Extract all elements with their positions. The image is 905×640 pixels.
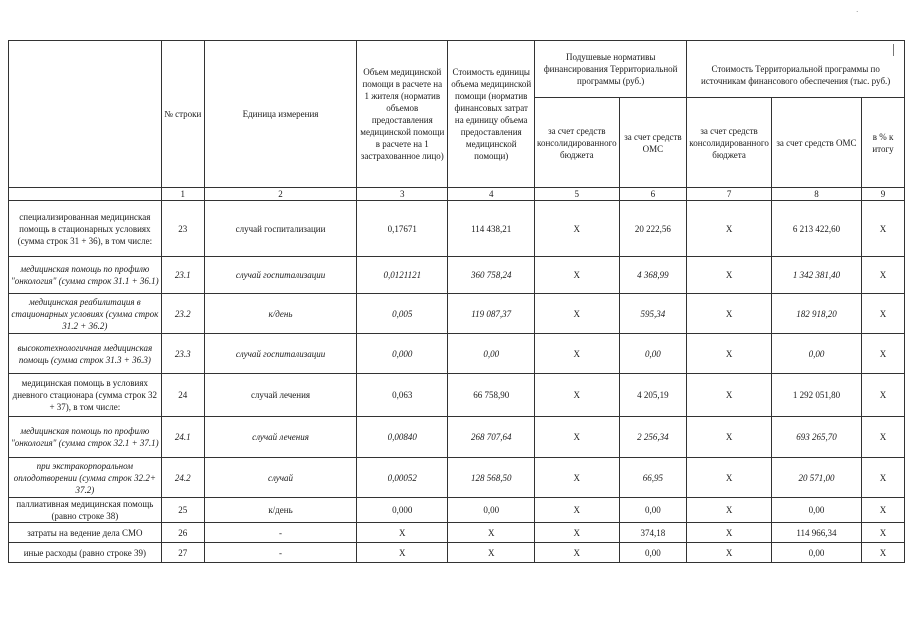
header-name-cell — [9, 41, 162, 188]
row-per-capita-budget: Х — [535, 294, 620, 334]
table-row — [9, 417, 905, 458]
column-number: 7 — [687, 188, 772, 201]
row-cost-oms: 182 918,20 — [771, 294, 861, 334]
row-per-capita-budget: Х — [535, 417, 620, 458]
table-row — [9, 523, 905, 543]
row-name: при экстракорпоральном оплодотворении (сумма строк 32.2+ 37.2) — [9, 458, 162, 498]
row-cost-oms: 1 292 051,80 — [771, 374, 861, 417]
row-unit: случай госпитализации — [204, 201, 356, 257]
row-name: специализированная медицинская помощь в стационарных условиях (сумма строк 31 + 36), в том числе: — [9, 201, 162, 257]
row-cost-pct: Х — [862, 294, 905, 334]
column-number — [9, 188, 162, 201]
row-number: 23.1 — [161, 257, 204, 294]
row-cost-oms: 693 265,70 — [771, 417, 861, 458]
row-cost-budget: Х — [687, 201, 772, 257]
row-per-capita-budget: Х — [535, 334, 620, 374]
row-unit: случай госпитализации — [204, 334, 356, 374]
row-volume: 0,005 — [357, 294, 448, 334]
row-per-capita-oms: 4 368,99 — [619, 257, 687, 294]
row-per-capita-oms: 595,34 — [619, 294, 687, 334]
header-unit: Единица измерения — [204, 41, 356, 188]
row-per-capita-budget: Х — [535, 543, 620, 563]
row-per-capita-oms: 2 256,34 — [619, 417, 687, 458]
header-per-capita-budget: за счет средств консолидированного бюджета — [535, 98, 620, 188]
row-name: медицинская реабилитация в стационарных условиях (сумма строк 31.2 + 36.2) — [9, 294, 162, 334]
row-cost-oms: 114 966,34 — [771, 523, 861, 543]
row-unit-cost: 114 438,21 — [448, 201, 535, 257]
row-name: иные расходы (равно строке 39) — [9, 543, 162, 563]
row-cost-pct: Х — [862, 201, 905, 257]
row-cost-pct: Х — [862, 523, 905, 543]
row-per-capita-oms: 374,18 — [619, 523, 687, 543]
row-per-capita-oms: 20 222,56 — [619, 201, 687, 257]
row-name: паллиативная медицинская помощь (равно строке 38) — [9, 498, 162, 523]
row-number: 23.2 — [161, 294, 204, 334]
row-unit: случай лечения — [204, 374, 356, 417]
financing-table — [8, 40, 905, 563]
column-number: 4 — [448, 188, 535, 201]
row-per-capita-budget: Х — [535, 374, 620, 417]
row-volume: 0,17671 — [357, 201, 448, 257]
table-row — [9, 543, 905, 563]
row-volume: Х — [357, 543, 448, 563]
row-volume: Х — [357, 523, 448, 543]
row-cost-budget: Х — [687, 417, 772, 458]
row-unit-cost: 360 758,24 — [448, 257, 535, 294]
header-per-capita-group: Подушевые нормативы финансирования Территориальной программы (руб.) — [535, 41, 687, 98]
row-unit: - — [204, 523, 356, 543]
row-number: 24 — [161, 374, 204, 417]
row-cost-pct: Х — [862, 334, 905, 374]
table-row — [9, 294, 905, 334]
row-per-capita-budget: Х — [535, 523, 620, 543]
row-unit-cost: 0,00 — [448, 498, 535, 523]
row-unit: случай лечения — [204, 417, 356, 458]
row-unit: к/день — [204, 294, 356, 334]
row-unit-cost: 128 568,50 — [448, 458, 535, 498]
header-volume: Объем медицинской помощи в расчете на 1 жителя (норматив объемов предоставления медицинской помощи в расчете на 1 застрахованное лицо) — [357, 41, 448, 188]
row-number: 24.1 — [161, 417, 204, 458]
row-cost-budget: Х — [687, 543, 772, 563]
table-row — [9, 334, 905, 374]
table-row — [9, 498, 905, 523]
row-per-capita-oms: 66,95 — [619, 458, 687, 498]
row-unit-cost: Х — [448, 523, 535, 543]
row-per-capita-budget: Х — [535, 257, 620, 294]
header-cost-group: Стоимость Территориальной программы по источникам финансового обеспечения (тыс. руб.) — [687, 41, 905, 98]
row-cost-pct: Х — [862, 417, 905, 458]
column-number: 9 — [862, 188, 905, 201]
header-per-capita-oms: за счет средств ОМС — [619, 98, 687, 188]
row-number: 27 — [161, 543, 204, 563]
row-unit-cost: 66 758,90 — [448, 374, 535, 417]
column-number: 8 — [771, 188, 861, 201]
row-number: 24.2 — [161, 458, 204, 498]
row-volume: 0,00840 — [357, 417, 448, 458]
header-cost-budget: за счет средств консолидированного бюджета — [687, 98, 772, 188]
row-unit-cost: 119 087,37 — [448, 294, 535, 334]
row-cost-budget: Х — [687, 523, 772, 543]
row-cost-oms: 6 213 422,60 — [771, 201, 861, 257]
row-unit: - — [204, 543, 356, 563]
header-row-number: № строки — [161, 41, 204, 188]
row-unit-cost: 268 707,64 — [448, 417, 535, 458]
row-unit: к/день — [204, 498, 356, 523]
header-unit-cost: Стоимость единицы объема медицинской помощи (норматив финансовых затрат на единицу объема предоставления медицинской помощи) — [448, 41, 535, 188]
table-body — [9, 201, 905, 563]
header-cost-pct: в % к итогу — [862, 98, 905, 188]
row-cost-pct: Х — [862, 374, 905, 417]
row-cost-budget: Х — [687, 334, 772, 374]
row-cost-pct: Х — [862, 498, 905, 523]
row-volume: 0,000 — [357, 498, 448, 523]
row-number: 26 — [161, 523, 204, 543]
row-cost-budget: Х — [687, 498, 772, 523]
row-number: 25 — [161, 498, 204, 523]
row-volume: 0,0121121 — [357, 257, 448, 294]
row-per-capita-oms: 0,00 — [619, 334, 687, 374]
row-unit: случай госпитализации — [204, 257, 356, 294]
row-cost-pct: Х — [862, 257, 905, 294]
column-number: 3 — [357, 188, 448, 201]
column-number: 6 — [619, 188, 687, 201]
row-name: медицинская помощь по профилю "онкология" (сумма строк 31.1 + 36.1) — [9, 257, 162, 294]
header-cost-oms: за счет средств ОМС — [771, 98, 861, 188]
row-number: 23.3 — [161, 334, 204, 374]
row-cost-budget: Х — [687, 374, 772, 417]
table-row — [9, 257, 905, 294]
row-cost-pct: Х — [862, 543, 905, 563]
table-row — [9, 374, 905, 417]
row-volume: 0,063 — [357, 374, 448, 417]
row-cost-budget: Х — [687, 257, 772, 294]
row-cost-oms: 0,00 — [771, 543, 861, 563]
column-number-row — [9, 188, 905, 201]
row-cost-oms: 0,00 — [771, 334, 861, 374]
row-cost-oms: 1 342 381,40 — [771, 257, 861, 294]
column-number: 5 — [535, 188, 620, 201]
row-per-capita-oms: 4 205,19 — [619, 374, 687, 417]
row-cost-oms: 20 571,00 — [771, 458, 861, 498]
scan-mark: · — [856, 8, 859, 16]
row-per-capita-budget: Х — [535, 498, 620, 523]
row-cost-oms: 0,00 — [771, 498, 861, 523]
row-unit-cost: 0,00 — [448, 334, 535, 374]
row-volume: 0,00052 — [357, 458, 448, 498]
column-number: 1 — [161, 188, 204, 201]
row-name: медицинская помощь по профилю "онкология" (сумма строк 32.1 + 37.1) — [9, 417, 162, 458]
column-number: 2 — [204, 188, 356, 201]
row-unit-cost: Х — [448, 543, 535, 563]
row-per-capita-budget: Х — [535, 201, 620, 257]
header-row-1 — [9, 41, 905, 98]
row-per-capita-budget: Х — [535, 458, 620, 498]
row-volume: 0,000 — [357, 334, 448, 374]
row-unit: случай — [204, 458, 356, 498]
row-name: затраты на ведение дела СМО — [9, 523, 162, 543]
row-cost-budget: Х — [687, 294, 772, 334]
row-cost-pct: Х — [862, 458, 905, 498]
table-row — [9, 458, 905, 498]
row-per-capita-oms: 0,00 — [619, 498, 687, 523]
row-cost-budget: Х — [687, 458, 772, 498]
table-row — [9, 201, 905, 257]
row-per-capita-oms: 0,00 — [619, 543, 687, 563]
row-name: медицинская помощь в условиях дневного стационара (сумма строк 32 + 37), в том числе: — [9, 374, 162, 417]
row-name: высокотехнологичная медицинская помощь (сумма строк 31.3 + 36.3) — [9, 334, 162, 374]
row-number: 23 — [161, 201, 204, 257]
